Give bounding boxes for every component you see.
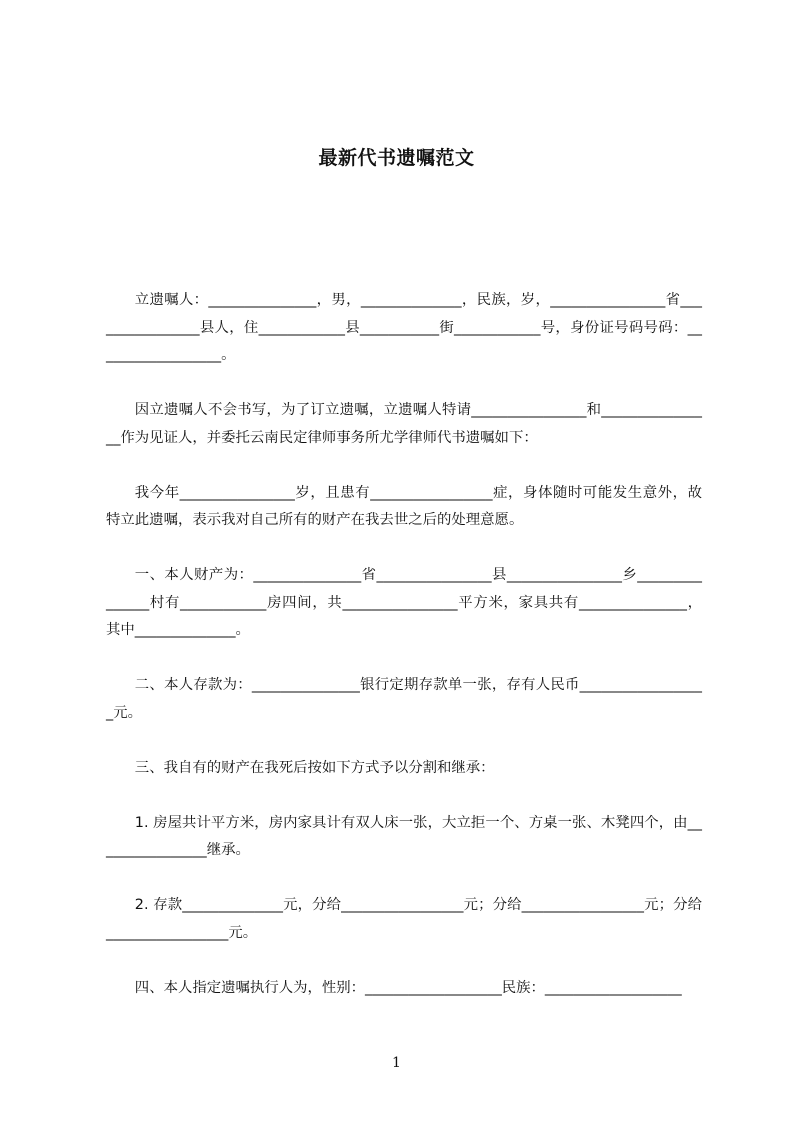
paragraph-property: 一、本人财产为：_______________省________________县________________乡_______________村有____________房四间，共________________平方米，家具共有_______________，其中______________。 — [106, 567, 702, 638]
paragraph-house-inheritance: 1. 房屋共计平方米，房内家具计有双人床一张，大立拒一个、方桌一张、木凳四个，由________________继承。 — [106, 814, 702, 858]
paragraph-executor: 四、本人指定遗嘱执行人为，性别：___________________民族：___________________ — [134, 979, 682, 996]
document-title: 最新代书遗嘱范文 — [318, 147, 475, 169]
page-number: 1 — [392, 1055, 401, 1071]
paragraph-age-illness: 我今年________________岁，且患有_________________症，身体随时可能发生意外，故特立此遗嘱，表示我对自己所有的财产在我去世之后的处理意愿。 — [106, 484, 702, 528]
document-body — [106, 287, 702, 1030]
paragraph-deposits: 二、本人存款为：_______________银行定期存款单一张，存有人民币__________________元。 — [106, 677, 702, 721]
paragraph-deposit-split: 2. 存款______________元，分给_________________元；分给_________________元；分给_________________元。 — [106, 897, 702, 941]
paragraph-testator-info: 立遗嘱人：_______________，男，______________，民族，岁，________________省________________县人，住____________县___________街____________号，身份证号码号码：__________________。 — [106, 292, 702, 363]
paragraph-distribution-heading: 三、我自有的财产在我死后按如下方式予以分割和继承： — [134, 759, 495, 776]
paragraph-witnesses: 因立遗嘱人不会书写，为了订立遗嘱，立遗嘱人特请________________和________________作为见证人，并委托云南民定律师事务所尤学律师代书遗嘱如下： — [106, 402, 702, 446]
